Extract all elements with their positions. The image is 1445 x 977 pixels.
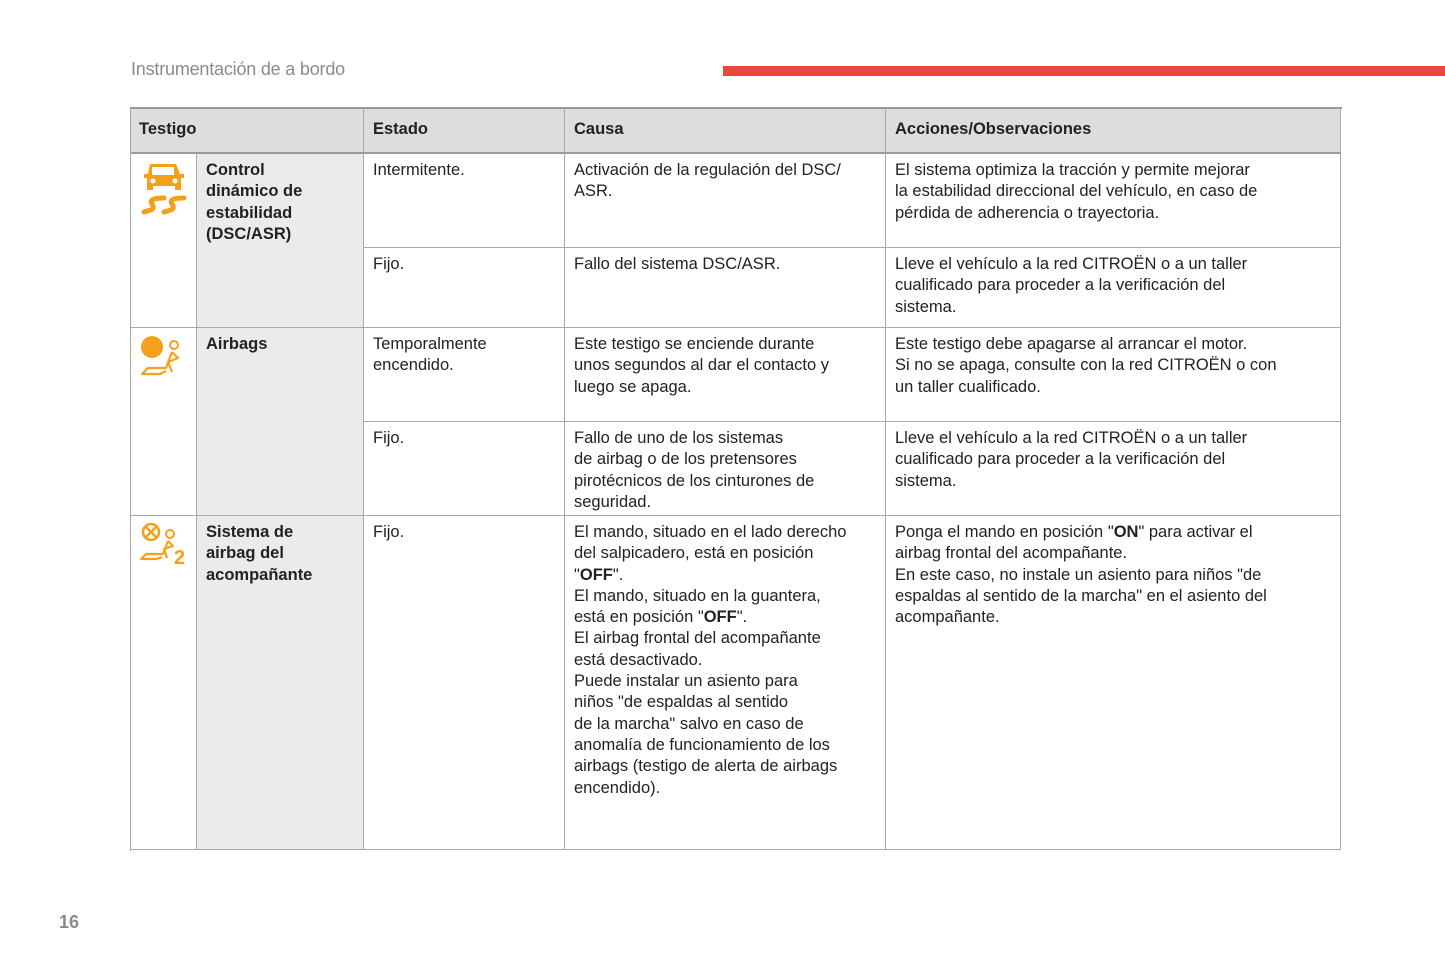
text-line: (DSC/ASR)	[206, 224, 292, 243]
text-line: del salpicadero, está en posición	[574, 544, 814, 563]
text-line: niños "de espaldas al sentido	[574, 693, 789, 712]
text-line: estabilidad	[206, 203, 293, 222]
text-line: airbags (testigo de alerta de airbags	[574, 757, 838, 776]
text-line: pérdida de adherencia o trayectoria.	[895, 203, 1160, 222]
text-line: cualificado para proceder a la verificación del	[895, 450, 1226, 469]
passenger-airbag-off-icon	[138, 522, 190, 572]
text-line: seguridad.	[574, 492, 652, 511]
text-line: Airbags	[206, 335, 268, 353]
bold-keyword: OFF	[579, 565, 613, 584]
warning-light-icon-cell	[130, 328, 197, 516]
text-segment: está en posición "	[574, 608, 704, 627]
causa-cell	[565, 248, 886, 328]
causa-cell	[565, 422, 886, 516]
text-line: dinámico de	[206, 182, 303, 201]
text-line: de la marcha" salvo en caso de	[574, 714, 804, 733]
text-line: Fallo de uno de los sistemas	[574, 429, 784, 447]
text-segment: ".	[736, 608, 748, 627]
text-line: Fijo.	[373, 429, 405, 447]
svg-text:2: 2	[174, 547, 186, 566]
acciones-cell	[886, 248, 1341, 328]
section-accent-bar	[723, 66, 1445, 76]
text-line: la estabilidad direccional del vehículo, en caso de	[895, 182, 1258, 201]
text-line: anomalía de funcionamiento de los	[574, 735, 830, 754]
causa-cell	[565, 328, 886, 422]
text-line: Fijo.	[373, 255, 405, 273]
text-line: acompañante	[206, 565, 313, 584]
text-line: pirotécnicos de los cinturones de	[574, 471, 815, 490]
warning-light-icon-cell	[130, 516, 197, 850]
text-line: Este testigo debe apagarse al arrancar el motor.	[895, 335, 1248, 353]
header-causa: Causa	[565, 107, 886, 154]
header-testigo: Testigo	[130, 107, 364, 154]
warning-light-name	[197, 154, 364, 328]
text-segment: Ponga el mando en posición "	[895, 523, 1114, 541]
text-line: Lleve el vehículo a la red CITROËN o a un taller	[895, 255, 1248, 273]
causa-cell	[565, 516, 886, 850]
text-line: En este caso, no instale un asiento para niños "de	[895, 565, 1262, 584]
section-title: Instrumentación de a bordo	[131, 59, 345, 79]
bold-keyword: OFF	[703, 608, 737, 627]
text-line: Si no se apaga, consulte con la red CITROËN o con	[895, 356, 1277, 375]
text-segment: " para activar el	[1138, 523, 1253, 541]
text-line: encendido.	[373, 356, 454, 375]
text-line: está desactivado.	[574, 650, 703, 669]
text-segment: "	[574, 565, 580, 584]
text-line: luego se apaga.	[574, 377, 692, 396]
text-line	[574, 607, 876, 628]
estado-cell	[364, 248, 565, 328]
text-line: El airbag frontal del acompañante	[574, 629, 821, 648]
text-line: Este testigo se enciende durante	[574, 335, 815, 353]
text-segment: ".	[612, 565, 624, 584]
text-line: El sistema optimiza la tracción y permite mejorar	[895, 161, 1250, 179]
text-line: sistema.	[895, 297, 957, 316]
text-line	[574, 565, 876, 586]
text-line: espaldas al sentido de la marcha" en el asiento del	[895, 586, 1267, 605]
text-line: airbag del	[206, 544, 284, 563]
estado-cell	[364, 154, 565, 248]
bold-keyword: ON	[1113, 523, 1139, 541]
estado-cell	[364, 516, 565, 850]
text-line: Intermitente.	[373, 161, 465, 179]
text-line: airbag frontal del acompañante.	[895, 544, 1128, 563]
text-line: Fallo del sistema DSC/ASR.	[574, 255, 781, 273]
warning-light-name	[197, 516, 364, 850]
text-line: El mando, situado en el lado derecho	[574, 523, 847, 541]
page-number: 16	[59, 912, 80, 932]
acciones-cell	[886, 328, 1341, 422]
text-line: cualificado para proceder a la verificación del	[895, 276, 1226, 295]
text-line	[895, 522, 1331, 543]
text-line: ASR.	[574, 182, 613, 201]
acciones-cell	[886, 516, 1341, 850]
acciones-cell	[886, 422, 1341, 516]
header-acciones: Acciones/Observaciones	[886, 107, 1341, 154]
text-line: Activación de la regulación del DSC/	[574, 161, 841, 179]
text-line: Temporalmente	[373, 335, 487, 353]
text-line: Lleve el vehículo a la red CITROËN o a un taller	[895, 429, 1248, 447]
estado-cell	[364, 328, 565, 422]
skid-car-icon	[138, 160, 190, 222]
estado-cell	[364, 422, 565, 516]
warning-lights-table	[130, 107, 1342, 851]
causa-cell	[565, 154, 886, 248]
text-line: sistema.	[895, 471, 957, 490]
text-line: de airbag o de los pretensores	[574, 450, 797, 469]
text-line: encendido).	[574, 778, 661, 797]
text-line: Sistema de	[206, 523, 294, 541]
text-line: El mando, situado en la guantera,	[574, 586, 821, 605]
text-line: Fijo.	[373, 523, 405, 541]
text-line: unos segundos al dar el contacto y	[574, 356, 830, 375]
text-line: Control	[206, 161, 265, 179]
warning-light-icon-cell	[130, 154, 197, 328]
warning-light-name	[197, 328, 364, 516]
text-line: acompañante.	[895, 608, 1000, 627]
text-line: un taller cualificado.	[895, 377, 1041, 396]
acciones-cell	[886, 154, 1341, 248]
header-estado: Estado	[364, 107, 565, 154]
airbag-icon	[138, 334, 186, 384]
text-line: Puede instalar un asiento para	[574, 672, 798, 691]
